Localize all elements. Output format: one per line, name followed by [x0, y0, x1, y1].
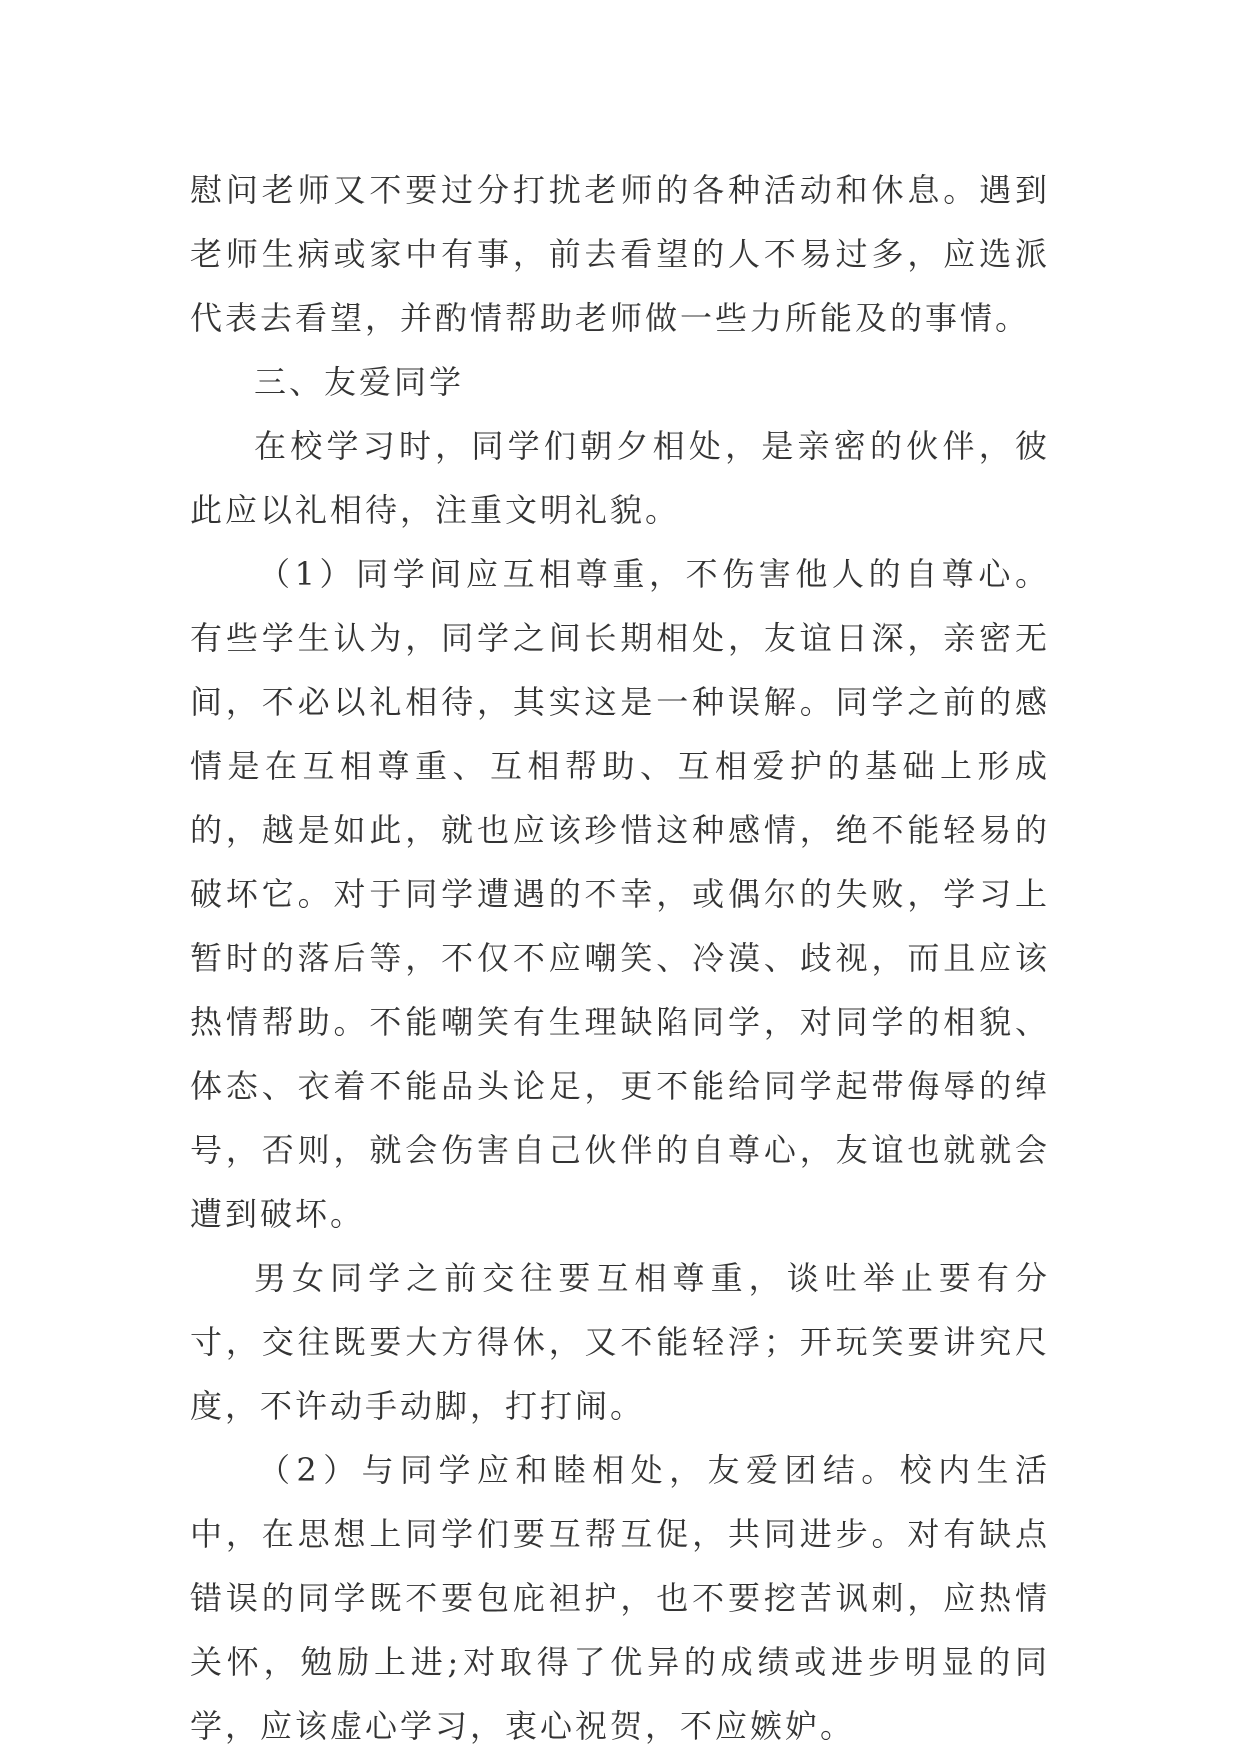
paragraph-teacher-visit: 慰问老师又不要过分打扰老师的各种活动和休息。遇到老师生病或家中有事，前去看望的人不易过多，应选派代表去看望，并酌情帮助老师做一些力所能及的事情。 — [190, 171, 1050, 337]
paragraph-male-female-interaction: 男女同学之前交往要互相尊重，谈吐举止要有分寸，交往既要大方得休，又不能轻浮；开玩笑要讲究尺度，不许动手动脚，打打闹。 — [190, 1259, 1050, 1425]
document-body — [190, 158, 1050, 1758]
paragraph-point-1-mutual-respect: （1）同学间应互相尊重，不伤害他人的自尊心。有些学生认为，同学之间长期相处，友谊日深，亲密无间，不必以礼相待，其实这是一种误解。同学之前的感情是在互相尊重、互相帮助、互相爱护的基础上形成的，越是如此，就也应该珍惜这种感情，绝不能轻易的破坏它。对于同学遭遇的不幸，或偶尔的失败，学习上暂时的落后等，不仅不应嘲笑、冷漠、歧视，而且应该热情帮助。不能嘲笑有生理缺陷同学，对同学的相貌、体态、衣着不能品头论足，更不能给同学起带侮辱的绰号，否则，就会伤害自己伙伴的自尊心，友谊也就就会遭到破坏。 — [190, 555, 1050, 1233]
paragraph-point-2-harmony: （2）与同学应和睦相处，友爱团结。校内生活中，在思想上同学们要互帮互促，共同进步。对有缺点错误的同学既不要包庇袒护，也不要挖苦讽刺，应热情关怀，勉励上进;对取得了优异的成绩或进步明显的同学，应该虚心学习，衷心祝贺，不应嫉妒。 — [190, 1451, 1050, 1745]
section-heading-friendly-classmates: 三、友爱同学 — [254, 363, 465, 401]
paragraph-classmates-intro: 在校学习时，同学们朝夕相处，是亲密的伙伴，彼此应以礼相待，注重文明礼貌。 — [190, 427, 1050, 529]
